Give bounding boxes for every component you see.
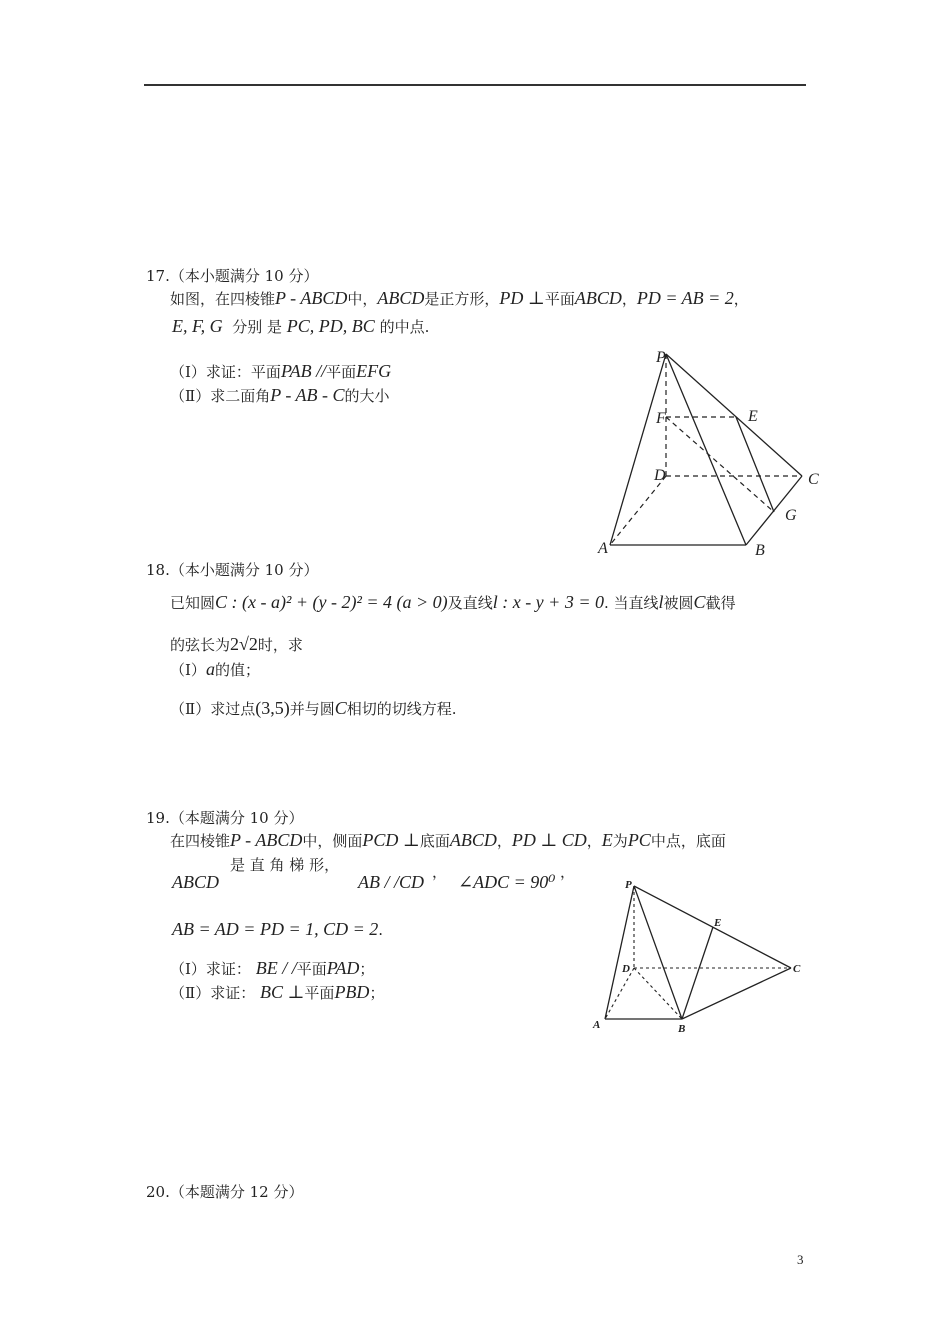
q18-part1: （Ⅰ）a的值； xyxy=(170,659,260,679)
q19-label-E: E xyxy=(714,917,722,929)
q19-angle: ∠ADC = 90⁰ xyxy=(458,872,556,892)
q19-label-A: A xyxy=(593,1019,601,1031)
q19-label-B: B xyxy=(678,1023,686,1035)
q17-part2: （Ⅱ）求二面角P - AB - C的大小 xyxy=(170,385,390,405)
q18-line1: 已知圆C : (x - a)² + (y - 2)² = 4 (a > 0)及直线l : x - y + 3 = 0. 当直线l被圆C截得 xyxy=(170,592,736,612)
page-number: 3 xyxy=(797,1252,804,1267)
q19-part2: （Ⅱ）求证： BC ⊥平面PBD； xyxy=(170,982,385,1002)
q18-line2: 的弦长为2√2时，求 xyxy=(170,634,303,654)
q18-header: 18.（本小题满分 10 分） xyxy=(146,561,319,579)
q17-label-F: F xyxy=(656,410,666,427)
q17-label-E: E xyxy=(748,408,758,425)
q17-label-C: C xyxy=(808,471,819,488)
q17-line2: E, F, G 分别 是 PC, PD, BC 的中点. xyxy=(172,316,430,336)
q18-part2: （Ⅱ）求过点(3,5)并与圆C相切的切线方程. xyxy=(170,698,457,718)
q19-comma1: ， xyxy=(432,863,448,881)
q19-line2: 是 直 角 梯 形， xyxy=(230,856,340,874)
q19-header: 19.（本题满分 10 分） xyxy=(146,809,304,827)
q17-label-B: B xyxy=(755,542,765,559)
q19-pyramid-figure xyxy=(585,872,815,1037)
q20-header: 20.（本题满分 12 分） xyxy=(146,1183,304,1201)
q19-part1: （Ⅰ）求证： BE / /平面PAD； xyxy=(170,958,375,978)
q17-label-G: G xyxy=(785,507,797,524)
q17-label-P: P xyxy=(656,349,666,366)
q17-pyramid-figure xyxy=(590,340,830,565)
q19-comma2: ， xyxy=(560,863,576,881)
q19-label-C: C xyxy=(793,963,801,975)
q17-header: 17.（本小题满分 10 分） xyxy=(146,267,319,285)
q19-label-D: D xyxy=(622,963,630,975)
q19-line4: AB = AD = PD = 1, CD = 2. xyxy=(172,919,384,939)
q19-line3b: AB / /CD xyxy=(358,872,424,892)
q17-label-A: A xyxy=(598,540,608,557)
q19-label-P: P xyxy=(625,879,632,891)
q19-line1: 在四棱锥P - ABCD中，侧面PCD ⊥底面ABCD，PD ⊥ CD，E为PC中点，底面 xyxy=(170,830,726,850)
q17-line1: 如图，在四棱锥P - ABCD中，ABCD是正方形，PD ⊥平面ABCD，PD = AB = 2， xyxy=(170,288,749,308)
q17-part1: （Ⅰ）求证：平面PAB //平面EFG xyxy=(170,361,392,381)
q19-line3: ABCD xyxy=(172,872,219,892)
q17-label-D: D xyxy=(654,467,666,484)
header-rule xyxy=(144,84,806,86)
